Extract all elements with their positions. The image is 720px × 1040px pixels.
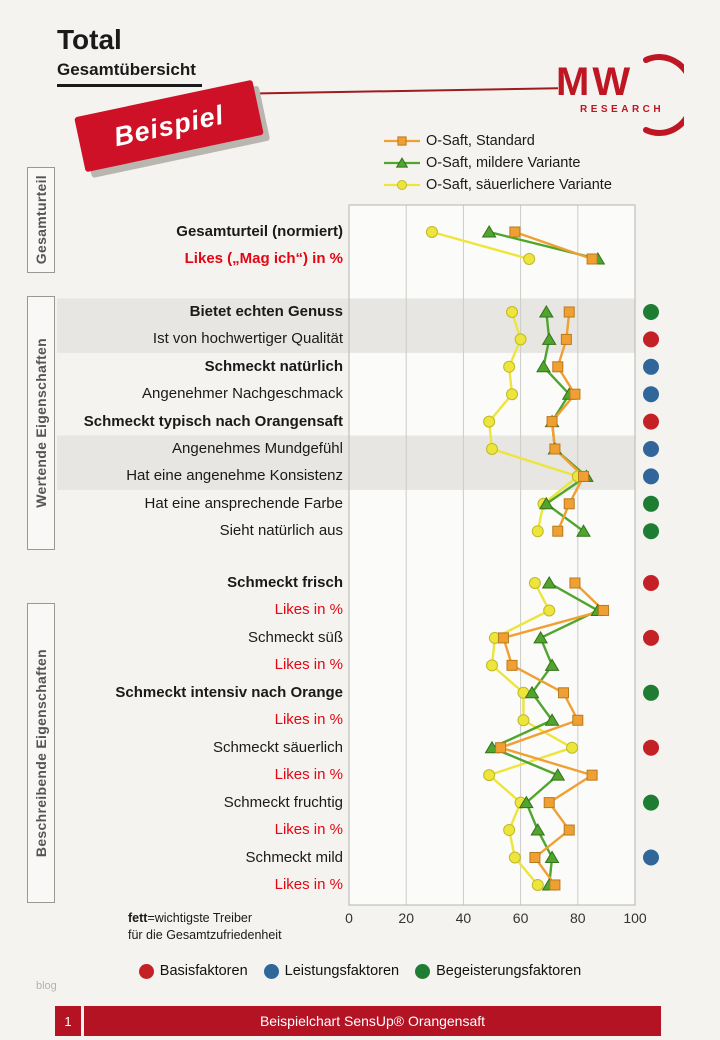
factor-dot-basis — [643, 414, 659, 430]
marker-circle — [484, 770, 495, 781]
marker-circle — [487, 444, 498, 455]
marker-circle — [509, 852, 520, 863]
x-tick-label: 20 — [398, 910, 414, 926]
factor-dot-begeisterung — [643, 685, 659, 701]
marker-square — [550, 444, 560, 454]
row-label: Schmeckt süß — [247, 628, 343, 646]
marker-square — [553, 362, 563, 372]
marker-square — [507, 660, 517, 670]
row-label: Likes in % — [274, 766, 343, 784]
marker-circle — [532, 526, 543, 537]
marker-circle — [507, 389, 518, 400]
triangle-marker-icon — [383, 155, 421, 171]
marker-square — [559, 688, 569, 698]
factor-dot-begeisterung — [643, 496, 659, 512]
row-label: Likes in % — [274, 875, 343, 893]
factor-legend-label: Leistungsfaktoren — [284, 963, 400, 979]
section-label-text: Wertende Eigenschaften — [33, 338, 49, 508]
x-tick-label: 100 — [623, 910, 647, 926]
row-label: Likes in % — [274, 711, 343, 729]
marker-square — [579, 471, 589, 481]
x-tick-label: 80 — [570, 910, 586, 926]
leistung-dot-icon — [264, 964, 279, 979]
square-marker-icon — [383, 133, 421, 149]
factor-dot-leistung — [643, 386, 659, 402]
row-label: Schmeckt intensiv nach Orange — [115, 683, 343, 701]
row-label: Schmeckt mild — [245, 848, 343, 866]
series-legend-item — [383, 152, 612, 174]
marker-square — [564, 307, 574, 317]
footnote-rest: =wichtigste Treiber — [147, 911, 253, 925]
factor-dot-leistung — [643, 468, 659, 484]
logo-text: MW — [556, 60, 634, 104]
row-label: Angenehmes Mundgefühl — [172, 440, 343, 457]
marker-square — [573, 715, 583, 725]
marker-circle — [504, 825, 515, 836]
factor-dot-begeisterung — [643, 795, 659, 811]
page-title: Total — [57, 24, 122, 55]
row-label: Schmeckt fruchtig — [223, 793, 343, 811]
row-shading-band — [57, 436, 635, 490]
marker-square — [496, 743, 506, 753]
series-legend-label: O-Saft, säuerlichere Variante — [426, 177, 612, 193]
footnote-bold: fett — [128, 911, 148, 925]
factor-dot-basis — [643, 331, 659, 347]
factor-dot-begeisterung — [643, 523, 659, 539]
row-label: Angenehmer Nachgeschmack — [142, 385, 343, 403]
factor-legend-item-begeisterung — [415, 963, 581, 979]
footer-bar — [55, 1006, 661, 1036]
marker-circle — [518, 715, 529, 726]
section-label-gesamturteil — [27, 167, 55, 273]
marker-square — [599, 605, 609, 615]
marker-square — [587, 254, 597, 264]
factor-legend-item-basis — [139, 963, 248, 979]
factor-dot-leistung — [643, 850, 659, 866]
marker-circle — [426, 227, 437, 238]
marker-square — [587, 770, 597, 780]
factor-dot-leistung — [643, 441, 659, 457]
factor-dot-basis — [643, 630, 659, 646]
marker-square — [550, 880, 560, 890]
row-label: Schmeckt säuerlich — [212, 738, 343, 756]
factor-dot-basis — [643, 740, 659, 756]
page-number: 1 — [55, 1006, 81, 1036]
section-label-beschreibende — [27, 603, 55, 903]
marker-circle — [504, 361, 515, 372]
marker-circle — [487, 660, 498, 671]
marker-square — [561, 334, 571, 344]
factor-dot-leistung — [643, 359, 659, 375]
row-label: Likes in % — [274, 601, 343, 619]
logo-subtext: RESEARCH — [580, 104, 665, 115]
marker-circle — [532, 879, 543, 890]
row-label: Likes in % — [274, 656, 343, 674]
marker-circle — [484, 416, 495, 427]
series-legend-item — [383, 130, 612, 152]
marker-square — [564, 499, 574, 509]
marker-circle — [567, 742, 578, 753]
series-legend — [383, 130, 612, 196]
section-label-wertende — [27, 296, 55, 550]
page-subtitle: Gesamtübersicht — [57, 60, 202, 87]
marker-circle — [524, 254, 535, 265]
begeisterung-dot-icon — [415, 964, 430, 979]
row-label: Schmeckt frisch — [227, 574, 343, 591]
row-label: Likes in % — [274, 821, 343, 839]
series-legend-label: O-Saft, mildere Variante — [426, 155, 581, 171]
row-label: Gesamturteil (normiert) — [176, 223, 343, 240]
marker-square — [510, 227, 520, 237]
factor-legend-item-leistung — [264, 963, 399, 979]
factor-legend-label: Begeisterungsfaktoren — [436, 963, 582, 979]
marker-circle — [544, 605, 555, 616]
marker-square — [530, 853, 540, 863]
watermark: blog — [36, 980, 57, 992]
marker-square — [564, 825, 574, 835]
x-tick-label: 0 — [345, 910, 353, 926]
factor-dot-begeisterung — [643, 304, 659, 320]
marker-square — [498, 633, 508, 643]
circle-marker-icon — [383, 177, 421, 193]
example-stamp: Beispiel — [74, 80, 264, 173]
footnote-line2: für die Gesamtzufriedenheit — [128, 928, 282, 942]
factor-legend-label: Basisfaktoren — [159, 963, 248, 979]
marker-circle — [515, 334, 526, 345]
series-legend-label: O-Saft, Standard — [426, 133, 535, 149]
marker-circle — [507, 307, 518, 318]
marker-square — [547, 417, 557, 427]
row-label: Hat eine ansprechende Farbe — [144, 494, 343, 512]
row-label: Bietet echten Genuss — [189, 303, 343, 320]
footer-caption: Beispielchart SensUp® Orangensaft — [84, 1006, 661, 1036]
row-label: Likes („Mag ich“) in % — [184, 250, 343, 267]
row-label: Schmeckt typisch nach Orangensaft — [83, 412, 343, 430]
basis-dot-icon — [139, 964, 154, 979]
factor-dot-basis — [643, 575, 659, 591]
driver-footnote — [128, 910, 282, 944]
row-label: Hat eine angenehme Konsistenz — [126, 467, 343, 485]
marker-square — [553, 526, 563, 536]
x-tick-label: 60 — [512, 910, 529, 926]
marker-square — [570, 578, 580, 588]
row-label: Schmeckt natürlich — [204, 357, 343, 375]
marker-circle — [529, 578, 540, 589]
marker-square — [570, 389, 580, 399]
x-tick-label: 40 — [455, 910, 472, 926]
row-label: Sieht natürlich aus — [219, 522, 343, 540]
factor-legend — [55, 963, 665, 979]
section-label-text: Gesamturteil — [33, 175, 49, 265]
section-label-text: Beschreibende Eigenschaften — [33, 648, 49, 858]
row-label: Ist von hochwertiger Qualität — [152, 330, 343, 348]
series-legend-item — [383, 174, 612, 196]
marker-square — [544, 798, 554, 808]
